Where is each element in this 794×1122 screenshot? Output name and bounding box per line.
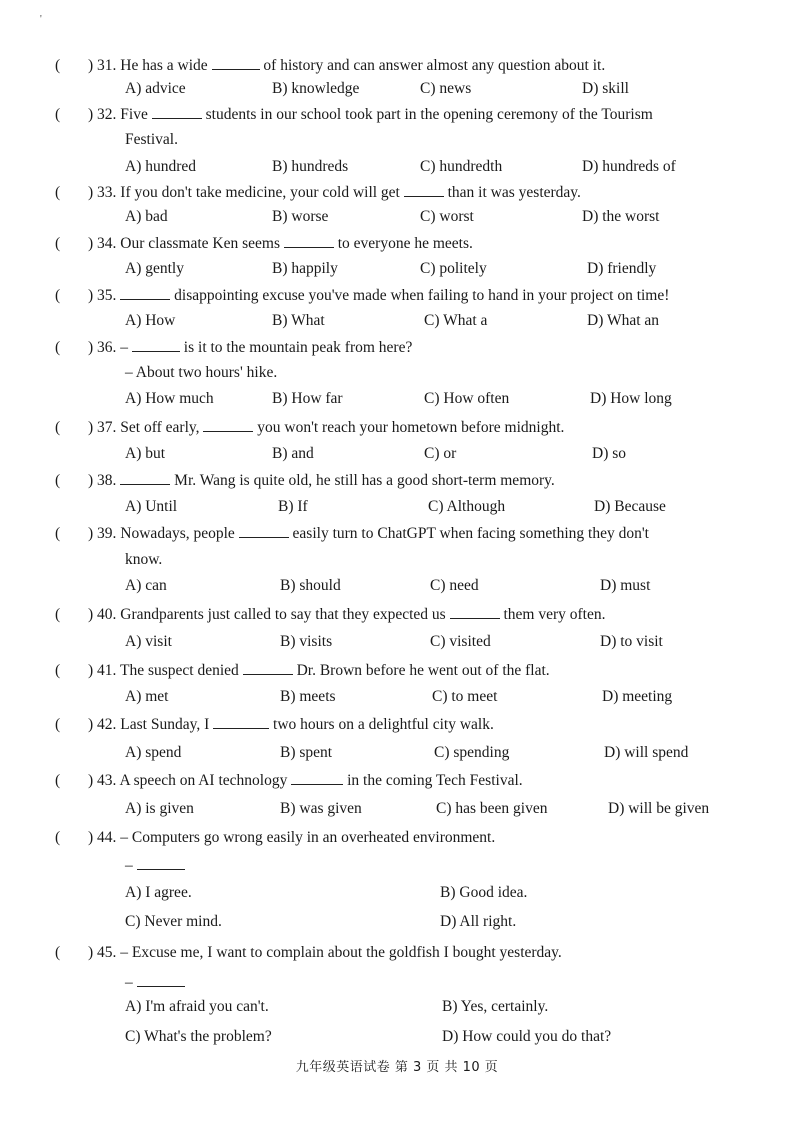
answer-option: C) need bbox=[430, 577, 479, 594]
answer-option: B) meets bbox=[280, 688, 336, 705]
answer-blank bbox=[450, 617, 500, 619]
answer-option: B) happily bbox=[272, 260, 338, 277]
answer-paren: ( bbox=[55, 606, 61, 623]
stem-text: – Computers go wrong easily in an overheated environment. bbox=[120, 829, 496, 846]
answer-option: D) All right. bbox=[440, 913, 517, 930]
answer-option: D) How could you do that? bbox=[442, 1028, 612, 1045]
answer-blank bbox=[291, 783, 343, 785]
answer-option: A) can bbox=[125, 577, 167, 594]
answer-option: B) knowledge bbox=[272, 80, 360, 97]
answer-paren: ( bbox=[55, 339, 61, 356]
question-stem bbox=[88, 287, 669, 305]
question-stem bbox=[88, 525, 649, 543]
answer-blank bbox=[137, 868, 185, 870]
stem-text: you won't reach your hometown before midnight. bbox=[253, 419, 565, 436]
question-stem bbox=[88, 606, 605, 624]
stem-text: Five bbox=[120, 106, 152, 123]
answer-option: D) What an bbox=[587, 312, 660, 329]
answer-option: A) I'm afraid you can't. bbox=[125, 998, 269, 1015]
answer-option: B) spent bbox=[280, 744, 333, 761]
question-number: ) 36. bbox=[88, 339, 121, 356]
answer-option: D) to visit bbox=[600, 633, 663, 650]
answer-option: B) Yes, certainly. bbox=[442, 998, 549, 1015]
answer-blank bbox=[120, 483, 170, 485]
answer-option: D) How long bbox=[590, 390, 672, 407]
answer-option: A) How much bbox=[125, 390, 214, 407]
page-footer: 九年级英语试卷 第 3 页 共 10 页 bbox=[295, 1060, 499, 1075]
question-number: ) 39. bbox=[88, 525, 121, 542]
answer-option: D) hundreds of bbox=[582, 158, 676, 175]
question-number: ) 44. bbox=[88, 829, 121, 846]
answer-option: C) How often bbox=[424, 390, 510, 407]
stem-continuation: Festival. bbox=[125, 131, 178, 148]
answer-option: D) Because bbox=[594, 498, 666, 515]
answer-paren: ( bbox=[55, 57, 61, 74]
answer-option: B) was given bbox=[280, 800, 362, 817]
answer-blank bbox=[284, 246, 334, 248]
stem-text: than it was yesterday. bbox=[443, 184, 581, 201]
answer-blank bbox=[212, 68, 260, 70]
answer-option: A) Until bbox=[125, 498, 178, 515]
stem-text: in the coming Tech Festival. bbox=[343, 772, 523, 789]
stem-text: – Excuse me, I want to complain about the goldfish I bought yesterday. bbox=[120, 944, 562, 961]
answer-blank bbox=[213, 727, 269, 729]
answer-option: B) What bbox=[272, 312, 325, 329]
answer-paren: ( bbox=[55, 235, 61, 252]
question-stem bbox=[88, 184, 581, 202]
question-stem bbox=[88, 235, 473, 253]
question-stem bbox=[88, 662, 550, 680]
answer-option: B) should bbox=[280, 577, 341, 594]
answer-option: C) Although bbox=[428, 498, 506, 515]
question-number: ) 45. bbox=[88, 944, 121, 961]
answer-option: A) I agree. bbox=[125, 884, 192, 901]
stem-text: He has a wide bbox=[120, 57, 212, 74]
question-number: ) 33. bbox=[88, 184, 121, 201]
question-number: ) 43. bbox=[88, 772, 120, 789]
answer-option: B) hundreds bbox=[272, 158, 349, 175]
question-stem bbox=[88, 57, 605, 75]
answer-option: A) hundred bbox=[125, 158, 197, 175]
question-number: ) 40. bbox=[88, 606, 121, 623]
answer-option: B) and bbox=[272, 445, 314, 462]
answer-option: C) worst bbox=[420, 208, 474, 225]
question-number: ) 37. bbox=[88, 419, 121, 436]
question-stem bbox=[88, 716, 494, 734]
answer-paren: ( bbox=[55, 829, 61, 846]
answer-paren: ( bbox=[55, 419, 61, 436]
stem-text: The suspect denied bbox=[120, 662, 243, 679]
answer-option: D) will spend bbox=[604, 744, 689, 761]
corner-mark: ' bbox=[40, 14, 42, 25]
stem-text: If you don't take medicine, your cold will get bbox=[120, 184, 404, 201]
question-stem bbox=[88, 419, 564, 437]
answer-option: D) friendly bbox=[587, 260, 657, 277]
answer-option: A) bad bbox=[125, 208, 168, 225]
question-stem bbox=[88, 339, 412, 357]
answer-option: A) met bbox=[125, 688, 169, 705]
stem-text: Dr. Brown before he went out of the flat. bbox=[292, 662, 550, 679]
stem-text: is it to the mountain peak from here? bbox=[179, 339, 413, 356]
answer-paren: ( bbox=[55, 106, 61, 123]
question-number: ) 31. bbox=[88, 57, 121, 74]
stem-text: of history and can answer almost any question about it. bbox=[259, 57, 606, 74]
answer-option: C) spending bbox=[434, 744, 510, 761]
stem-text: Last Sunday, I bbox=[120, 716, 214, 733]
answer-option: A) gently bbox=[125, 260, 184, 277]
stem-text: A speech on AI technology bbox=[119, 772, 292, 789]
stem-text: Set off early, bbox=[120, 419, 204, 436]
stem-text: – bbox=[120, 339, 132, 356]
answer-blank bbox=[132, 350, 180, 352]
answer-option: A) How bbox=[125, 312, 176, 329]
answer-option: D) so bbox=[592, 445, 627, 462]
stem-continuation: – bbox=[125, 974, 185, 992]
answer-option: A) visit bbox=[125, 633, 172, 650]
answer-paren: ( bbox=[55, 944, 61, 961]
answer-option: B) visits bbox=[280, 633, 333, 650]
answer-paren: ( bbox=[55, 662, 61, 679]
question-stem bbox=[88, 829, 495, 847]
answer-paren: ( bbox=[55, 472, 61, 489]
question-number: ) 35. bbox=[88, 287, 121, 304]
answer-paren: ( bbox=[55, 772, 61, 789]
stem-text: Our classmate Ken seems bbox=[120, 235, 284, 252]
stem-text: Nowadays, people bbox=[120, 525, 239, 542]
stem-continuation: – About two hours' hike. bbox=[125, 364, 278, 381]
stem-text: easily turn to ChatGPT when facing something they don't bbox=[288, 525, 649, 542]
stem-text: them very often. bbox=[499, 606, 606, 623]
question-stem bbox=[88, 772, 523, 790]
stem-continuation: know. bbox=[125, 551, 163, 568]
stem-text: two hours on a delightful city walk. bbox=[269, 716, 494, 733]
answer-option: D) must bbox=[600, 577, 651, 594]
stem-text: to everyone he meets. bbox=[333, 235, 473, 252]
answer-option: D) the worst bbox=[582, 208, 660, 225]
question-stem bbox=[88, 944, 562, 962]
answer-blank bbox=[404, 195, 444, 197]
answer-option: C) What's the problem? bbox=[125, 1028, 272, 1045]
answer-option: C) Never mind. bbox=[125, 913, 222, 930]
answer-option: D) skill bbox=[582, 80, 629, 97]
stem-continuation: – bbox=[125, 857, 185, 875]
answer-blank bbox=[137, 985, 185, 987]
stem-text: Grandparents just called to say that they expected us bbox=[120, 606, 450, 623]
answer-option: C) visited bbox=[430, 633, 491, 650]
answer-option: C) to meet bbox=[432, 688, 498, 705]
answer-option: A) is given bbox=[125, 800, 194, 817]
answer-option: C) news bbox=[420, 80, 472, 97]
answer-paren: ( bbox=[55, 287, 61, 304]
question-number: ) 34. bbox=[88, 235, 121, 252]
answer-option: C) has been given bbox=[436, 800, 548, 817]
question-number: ) 42. bbox=[88, 716, 121, 733]
answer-option: C) or bbox=[424, 445, 457, 462]
answer-option: C) hundredth bbox=[420, 158, 503, 175]
answer-option: C) What a bbox=[424, 312, 488, 329]
question-number: ) 38. bbox=[88, 472, 121, 489]
answer-option: C) politely bbox=[420, 260, 487, 277]
answer-paren: ( bbox=[55, 716, 61, 733]
stem-text: Mr. Wang is quite old, he still has a good short-term memory. bbox=[170, 472, 555, 489]
stem-text: disappointing excuse you've made when failing to hand in your project on time! bbox=[170, 287, 670, 304]
answer-blank bbox=[152, 117, 202, 119]
answer-paren: ( bbox=[55, 525, 61, 542]
answer-blank bbox=[203, 430, 253, 432]
answer-option: D) meeting bbox=[602, 688, 673, 705]
answer-paren: ( bbox=[55, 184, 61, 201]
answer-option: B) worse bbox=[272, 208, 329, 225]
answer-option: B) If bbox=[278, 498, 308, 515]
answer-blank bbox=[243, 673, 293, 675]
question-stem bbox=[88, 472, 555, 490]
question-number: ) 41. bbox=[88, 662, 121, 679]
answer-blank bbox=[120, 298, 170, 300]
answer-option: A) spend bbox=[125, 744, 182, 761]
question-number: ) 32. bbox=[88, 106, 121, 123]
answer-option: B) Good idea. bbox=[440, 884, 528, 901]
answer-option: B) How far bbox=[272, 390, 343, 407]
answer-option: D) will be given bbox=[608, 800, 710, 817]
answer-blank bbox=[239, 536, 289, 538]
answer-option: A) advice bbox=[125, 80, 186, 97]
answer-option: A) but bbox=[125, 445, 166, 462]
stem-text: students in our school took part in the opening ceremony of the Tourism bbox=[201, 106, 653, 123]
question-stem bbox=[88, 106, 653, 124]
